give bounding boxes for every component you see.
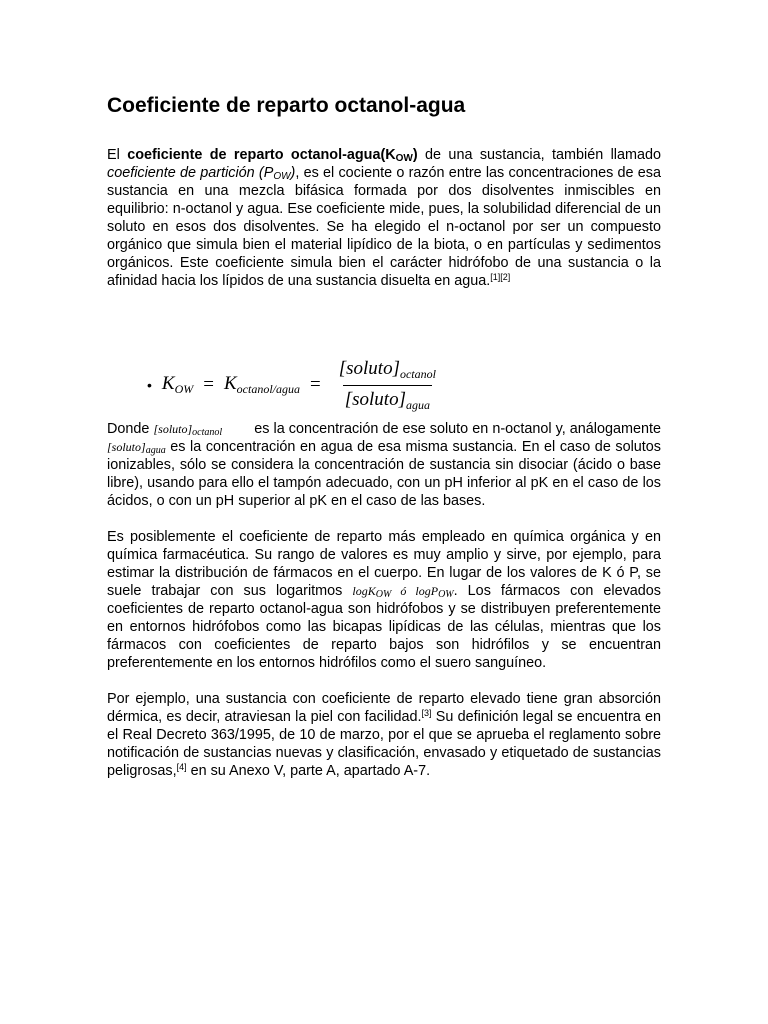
- fraction-denominator: [343, 385, 432, 413]
- subscript: OW: [375, 589, 392, 600]
- italic-term-text: coeficiente de partición (P: [107, 165, 274, 181]
- text-span: Por ejemplo, una sustancia con coeficiente de reparto elevado tiene gran absorción dérmica, es decir, atraviesan la piel con facilidad.: [107, 691, 661, 725]
- subscript: agua: [145, 445, 166, 456]
- formula-subscript: OW: [174, 382, 194, 396]
- italic-term: [107, 165, 295, 181]
- math-text: [soluto]: [107, 440, 146, 454]
- formula-k: K: [161, 373, 175, 394]
- math-text: ó: [391, 584, 416, 598]
- text-span: Su definición legal se encuentra en el Real Decreto 363/1995, de 10 de marzo, por el que se aprueba el reglamento sobre notificación de sustancias nuevas y clasificación, envasado y etiquetado de sustancias peligrosas,: [107, 709, 661, 779]
- paragraph-intro: [107, 146, 661, 290]
- text-span: es la concentración de ese soluto en n-octanol y, análogamente: [250, 421, 662, 437]
- subscript: octanol: [192, 427, 223, 438]
- reference-link-2[interactable]: [2]: [500, 272, 511, 282]
- math-text: logP: [415, 584, 439, 598]
- formula-kow: [147, 350, 438, 420]
- document-page: [107, 92, 661, 780]
- math-text: logK: [352, 584, 376, 598]
- formula-k: K: [223, 373, 237, 394]
- reference-link-3[interactable]: [3]: [421, 708, 432, 718]
- bold-term: [127, 147, 417, 163]
- paragraph-farmaceutica: [107, 528, 661, 672]
- equals-sign: =: [203, 374, 214, 395]
- bold-term-text: coeficiente de reparto octanol-agua(K: [127, 147, 396, 163]
- subscript: OW: [273, 171, 291, 182]
- text-span: Donde: [107, 421, 154, 437]
- paragraph-ejemplo: [107, 690, 661, 780]
- subscript: OW: [438, 589, 454, 600]
- denominator-text: [soluto]: [344, 388, 406, 410]
- equals-sign: =: [310, 374, 321, 395]
- numerator-text: [soluto]: [338, 357, 400, 379]
- text-span: en su Anexo V, parte A, apartado A-7.: [186, 763, 431, 779]
- inline-math-log: [352, 584, 453, 598]
- reference-link-1[interactable]: [1]: [490, 272, 501, 282]
- paragraph-donde: [107, 420, 661, 510]
- formula-k-octanol-agua: [224, 373, 300, 397]
- text-span: El: [107, 147, 128, 163]
- bold-term-end: ): [412, 147, 418, 163]
- page-title: Coeficiente de reparto octanol-agua: [107, 94, 466, 117]
- formula-subscript: octanol: [399, 366, 436, 381]
- bullet: •: [147, 377, 152, 393]
- inline-math-octanol: [153, 422, 222, 436]
- math-text: [soluto]: [153, 422, 193, 436]
- fraction-numerator: [337, 358, 438, 385]
- formula-subscript: agua: [405, 397, 430, 412]
- text-span: Es posiblemente el coeficiente de reparto más empleado en química orgánica y en química farmacéutica. Su rango de valores es muy amplio y sirve, por ejemplo, para estimar la distribución de fármacos en el cuerpo. En lugar de los valores de K ó P, se suele trabajar con sus logaritmos: [107, 529, 661, 599]
- subscript: OW: [395, 153, 413, 164]
- formula-subscript: octanol/agua: [236, 382, 300, 396]
- text-span: es la concentración en agua de esa misma sustancia. En el caso de solutos ionizables, sólo se considera la concentración de sustancia sin disociar (ácido o base libre), usando para ello el tampón adecuado, con un pH inferior al pK en el caso de los ácidos, o con un pH superior al pK en el caso de las bases.: [107, 439, 661, 509]
- text-span: , es el cociente o razón entre las concentraciones de esa sustancia en una mezcla bifásica formada por dos disolventes inmiscibles en equilibrio: n-octanol y agua. Ese coeficiente mide, pues, la solubilidad diferencial de un soluto en esos dos disolventes. Se ha elegido el n-octanol por ser un compuesto orgánico que simula bien el material lipídico de la biota, o en partículas y sedimentos orgánicos. Este coeficiente simula bien el carácter hidrófobo de una sustancia o la afinidad hacia los lípidos de una sustancia disuelta en agua.: [107, 165, 661, 289]
- reference-link-4[interactable]: [4]: [176, 762, 187, 772]
- formula-fraction: [337, 358, 438, 413]
- text-span: de una sustancia, también llamado: [417, 147, 661, 163]
- formula-lhs: [162, 373, 193, 397]
- text-span: . Los fármacos con elevados coeficientes de reparto octanol-agua son hidrófobos y se distribuyen preferentemente en entornos hidrófobos como las bicapas lipídicas de las células, mientras que los fármacos con coeficientes de reparto bajos son hidrófilos y se encuentran preferentemente en los entornos hidrófilos como el suero sanguíneo.: [107, 583, 662, 671]
- inline-math-agua: [107, 440, 166, 454]
- italic-term-end: ): [290, 165, 296, 181]
